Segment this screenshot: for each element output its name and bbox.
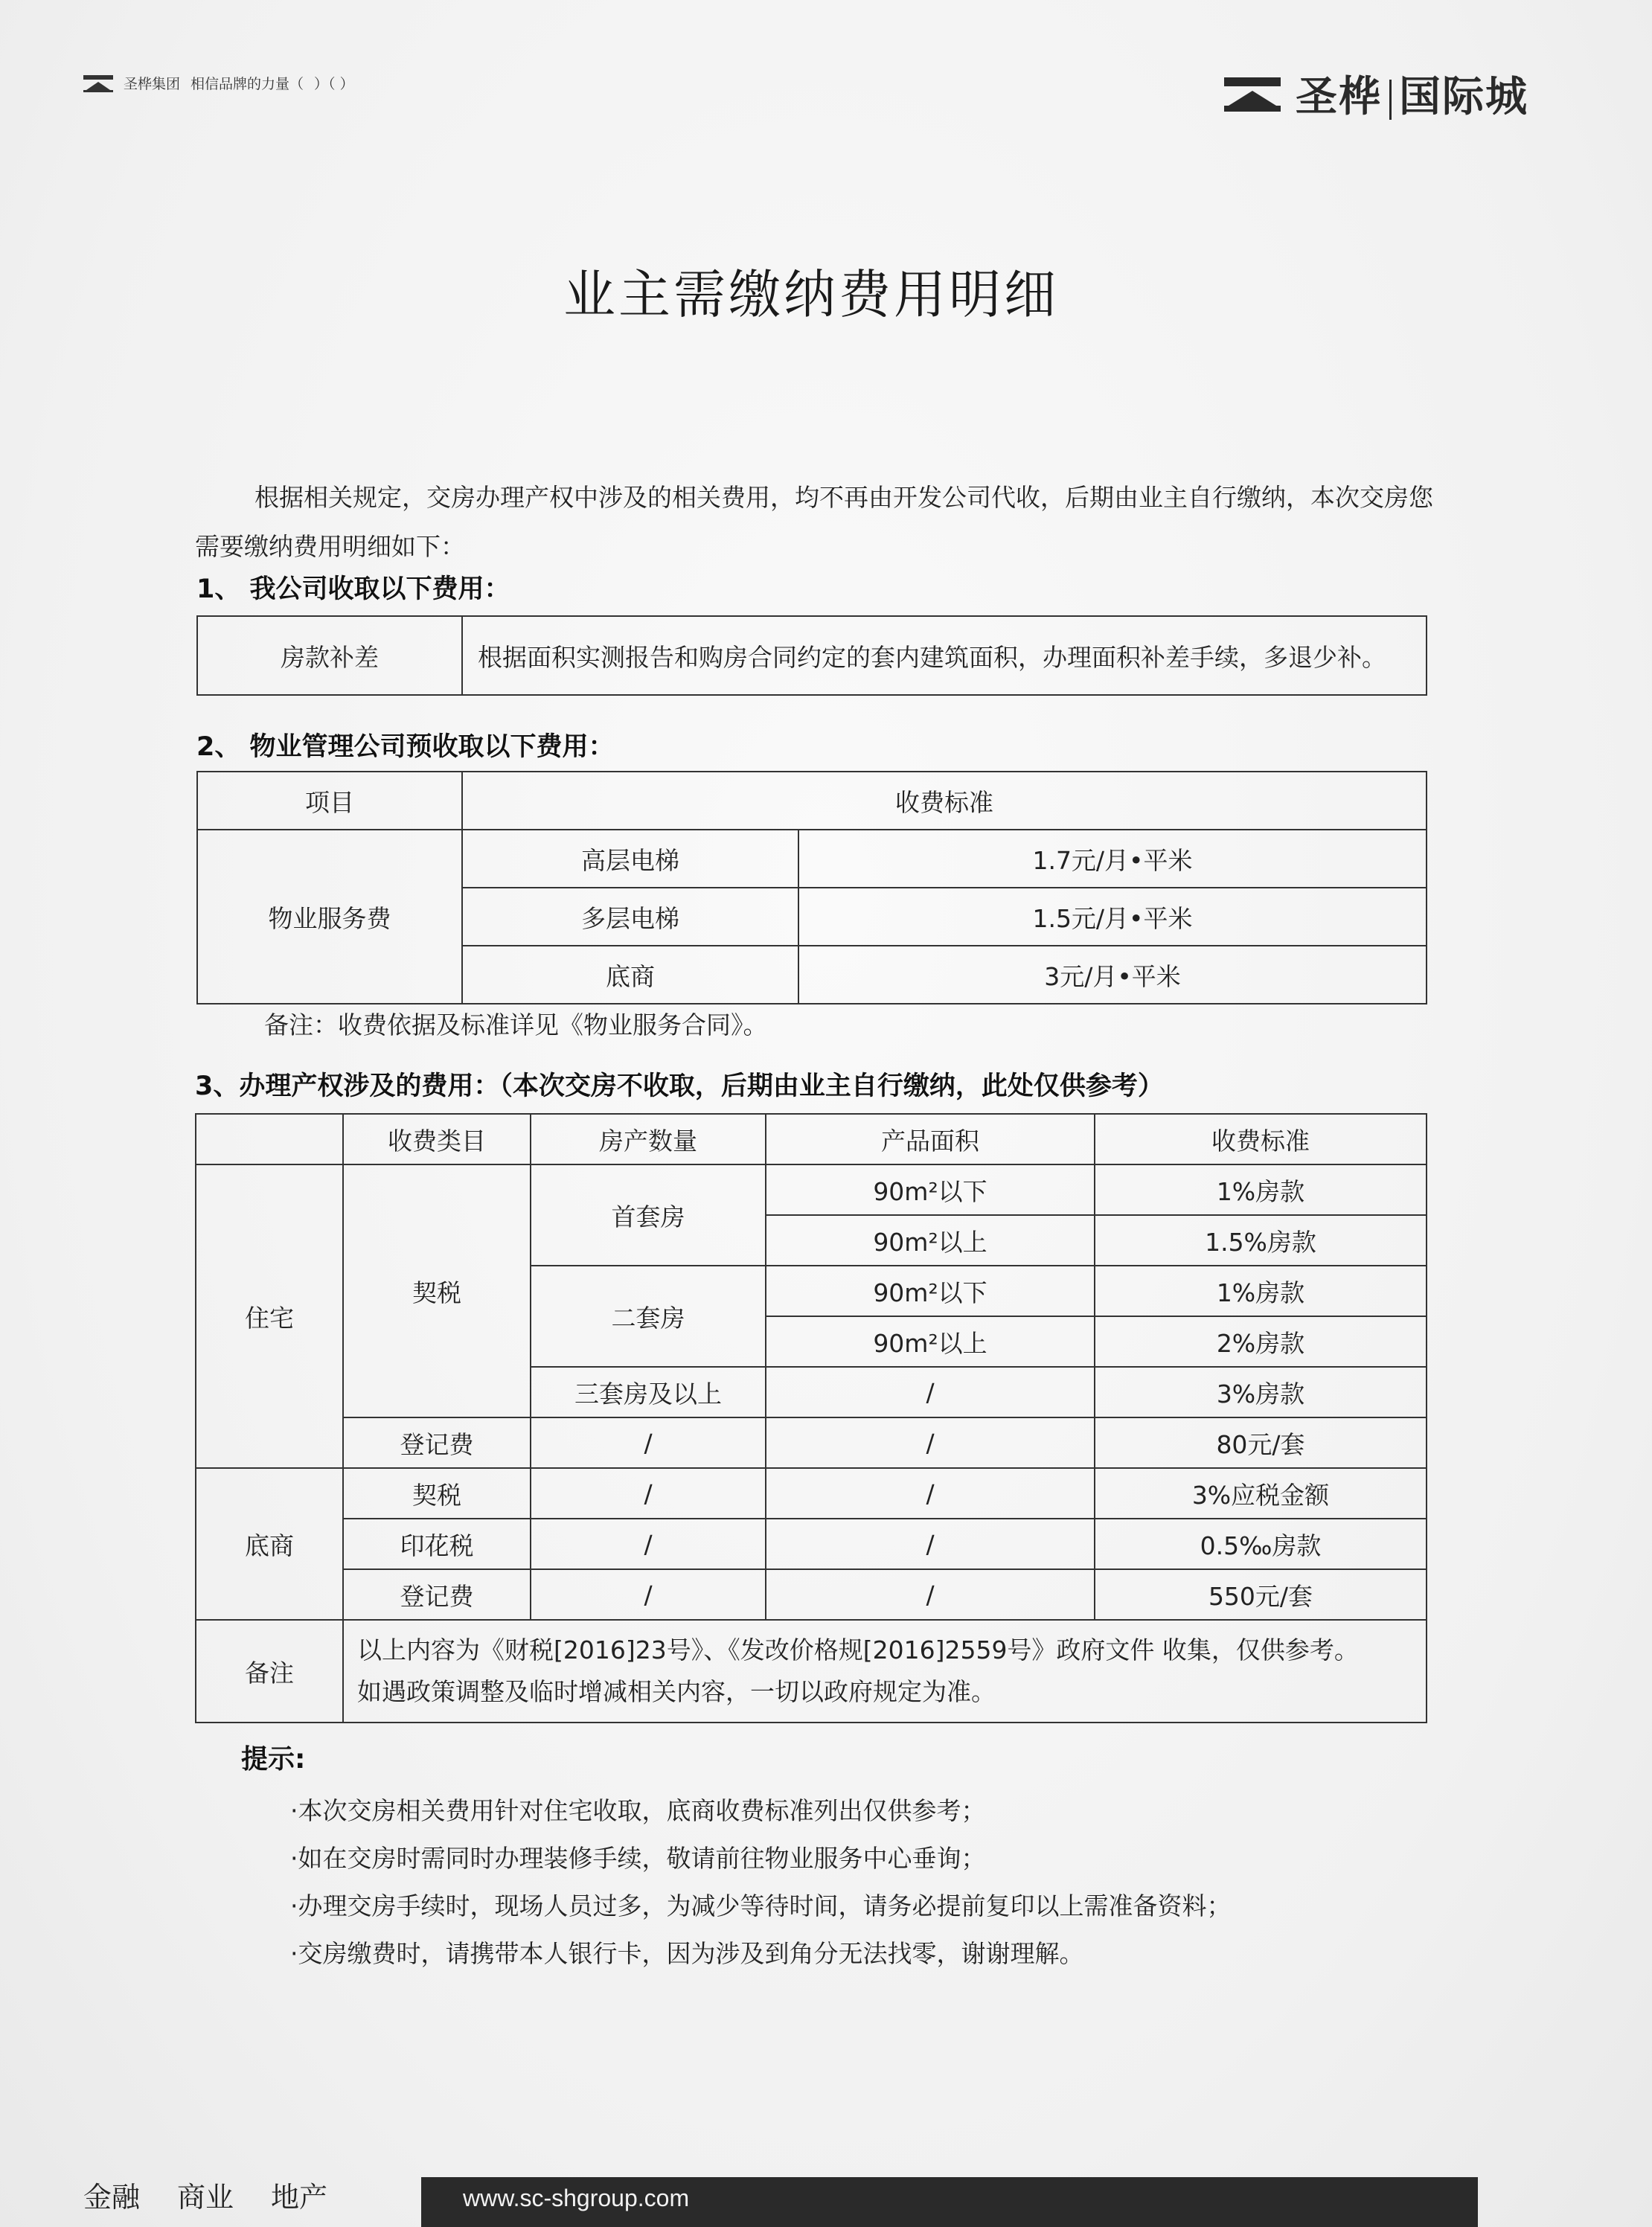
tip-item: ·本次交房相关费用针对住宅收取，底商收费标准列出仅供参考； bbox=[290, 1796, 986, 1825]
col-item: 项目 bbox=[197, 772, 462, 830]
first-home-label: 首套房 bbox=[531, 1164, 766, 1266]
tip-item: ·交房缴费时，请携带本人银行卡，因为涉及到角分无法找零，谢谢理解。 bbox=[290, 1939, 1084, 1968]
intro-paragraph: 根据相关规定，交房办理产权中涉及的相关费用，均不再由开发公司代收，后期由业主自行缴纳，本次交房您需要缴纳费用明细如下： bbox=[195, 483, 1433, 561]
brand-name-a: 圣桦 bbox=[1296, 73, 1382, 121]
section1-heading: 1、 我公司收取以下费用： bbox=[196, 574, 510, 604]
remark-line-2: 如遇政策调整及临时增减相关内容，一切以政府规定为准。 bbox=[357, 1677, 996, 1706]
fee-description: 根据面积实测报告和购房合同约定的套内建筑面积，办理面积补差手续，多退少补。 bbox=[462, 616, 1427, 695]
col-fee-standard: 收费标准 bbox=[1095, 1114, 1427, 1164]
tip-item: ·办理交房手续时，现场人员过多，为减少等待时间，请务必提前复印以上需准备资料； bbox=[290, 1891, 1232, 1920]
rate-cell: 2%房款 bbox=[1095, 1316, 1427, 1367]
count-cell: / bbox=[531, 1519, 766, 1569]
tips-title: 提示: bbox=[241, 1744, 306, 1775]
area-cell: 90m²以下 bbox=[766, 1164, 1095, 1215]
empty-header-cell bbox=[196, 1114, 343, 1164]
tip-item: ·如在交房时需同时办理装修手续，敬请前往物业服务中心垂询； bbox=[290, 1844, 986, 1873]
tagline-close: ）（ ） bbox=[314, 76, 354, 92]
area-cell: / bbox=[766, 1367, 1095, 1417]
area-cell: 90m²以上 bbox=[766, 1316, 1095, 1367]
rate-cell: 80元/套 bbox=[1095, 1417, 1427, 1468]
header-left-logo bbox=[83, 73, 354, 93]
rate-cell: 550元/套 bbox=[1095, 1569, 1427, 1620]
second-home-label: 二套房 bbox=[531, 1266, 766, 1367]
col-product-area: 产品面积 bbox=[766, 1114, 1095, 1164]
rate-cell: 3%应税金额 bbox=[1095, 1468, 1427, 1519]
header-right-brand bbox=[1224, 64, 1528, 124]
section2-heading: 2、 物业管理公司预收取以下费用： bbox=[196, 732, 615, 762]
footer-url: www.sc-shgroup.com bbox=[463, 2185, 690, 2211]
remark-line-1: 以上内容为《财税[2016]23号》、《发改价格规[2016]2559号》政府文件 收集，仅供参考。 bbox=[357, 1635, 1359, 1664]
rate-cell: 1.5%房款 bbox=[1095, 1215, 1427, 1266]
tips-list bbox=[290, 1787, 1232, 1978]
rate-cell: 3%房款 bbox=[1095, 1367, 1427, 1417]
fee-item: 房款补差 bbox=[197, 616, 462, 695]
property-fee-table bbox=[196, 771, 1427, 1004]
company-fee-table bbox=[196, 615, 1427, 696]
area-cell: 90m²以下 bbox=[766, 1266, 1095, 1316]
deed-tax-label: 契税 bbox=[343, 1468, 531, 1519]
count-cell: / bbox=[531, 1417, 766, 1468]
area-cell: / bbox=[766, 1468, 1095, 1519]
registration-fee-label: 登记费 bbox=[343, 1417, 531, 1468]
rate-cell: 1%房款 bbox=[1095, 1164, 1427, 1215]
area-cell: / bbox=[766, 1417, 1095, 1468]
area-cell: 90m²以上 bbox=[766, 1215, 1095, 1266]
section3-heading: 3、办理产权涉及的费用：（本次交房不收取，后期由业主自行缴纳，此处仅供参考） bbox=[195, 1071, 1164, 1101]
page-title: 业主需缴纳费用明细 bbox=[563, 264, 1059, 325]
service-price: 3元/月•平米 bbox=[798, 946, 1427, 1004]
shop-label: 底商 bbox=[196, 1468, 343, 1620]
company-tagline: 相信品牌的力量（ bbox=[191, 76, 304, 92]
count-cell: / bbox=[531, 1569, 766, 1620]
brand-divider bbox=[1389, 80, 1392, 120]
footer-finance: 金融 bbox=[83, 2181, 141, 2214]
rate-cell: 0.5‰房款 bbox=[1095, 1519, 1427, 1569]
area-cell: / bbox=[766, 1519, 1095, 1569]
footer-business-lines bbox=[83, 2174, 327, 2215]
section2-note: 备注：收费依据及标准详见《物业服务合同》。 bbox=[264, 1010, 768, 1039]
registration-fee-label: 登记费 bbox=[343, 1569, 531, 1620]
remark-label: 备注 bbox=[196, 1620, 343, 1723]
col-property-count: 房产数量 bbox=[531, 1114, 766, 1164]
count-cell: / bbox=[531, 1468, 766, 1519]
building-type: 多层电梯 bbox=[462, 888, 798, 946]
company-name: 圣桦集团 bbox=[124, 76, 181, 92]
footer-realestate: 地产 bbox=[271, 2181, 328, 2214]
brand-logo-icon bbox=[1224, 74, 1281, 113]
footer-commerce: 商业 bbox=[177, 2181, 234, 2214]
property-service-fee-label: 物业服务费 bbox=[197, 830, 462, 1004]
third-home-label: 三套房及以上 bbox=[531, 1367, 766, 1417]
company-logo-icon bbox=[83, 74, 113, 93]
building-type: 高层电梯 bbox=[462, 830, 798, 888]
col-fee-category: 收费类目 bbox=[343, 1114, 531, 1164]
area-cell: / bbox=[766, 1569, 1095, 1620]
col-standard: 收费标准 bbox=[462, 772, 1427, 830]
title-fee-table bbox=[195, 1113, 1427, 1723]
service-price: 1.7元/月•平米 bbox=[798, 830, 1427, 888]
deed-tax-label: 契税 bbox=[343, 1164, 531, 1417]
service-price: 1.5元/月•平米 bbox=[798, 888, 1427, 946]
building-type: 底商 bbox=[462, 946, 798, 1004]
brand-name-b: 国际城 bbox=[1399, 73, 1528, 121]
rate-cell: 1%房款 bbox=[1095, 1266, 1427, 1316]
footer-bar bbox=[421, 2177, 1478, 2227]
residential-label: 住宅 bbox=[196, 1164, 343, 1468]
stamp-tax-label: 印花税 bbox=[343, 1519, 531, 1569]
remark-text bbox=[343, 1620, 1427, 1723]
